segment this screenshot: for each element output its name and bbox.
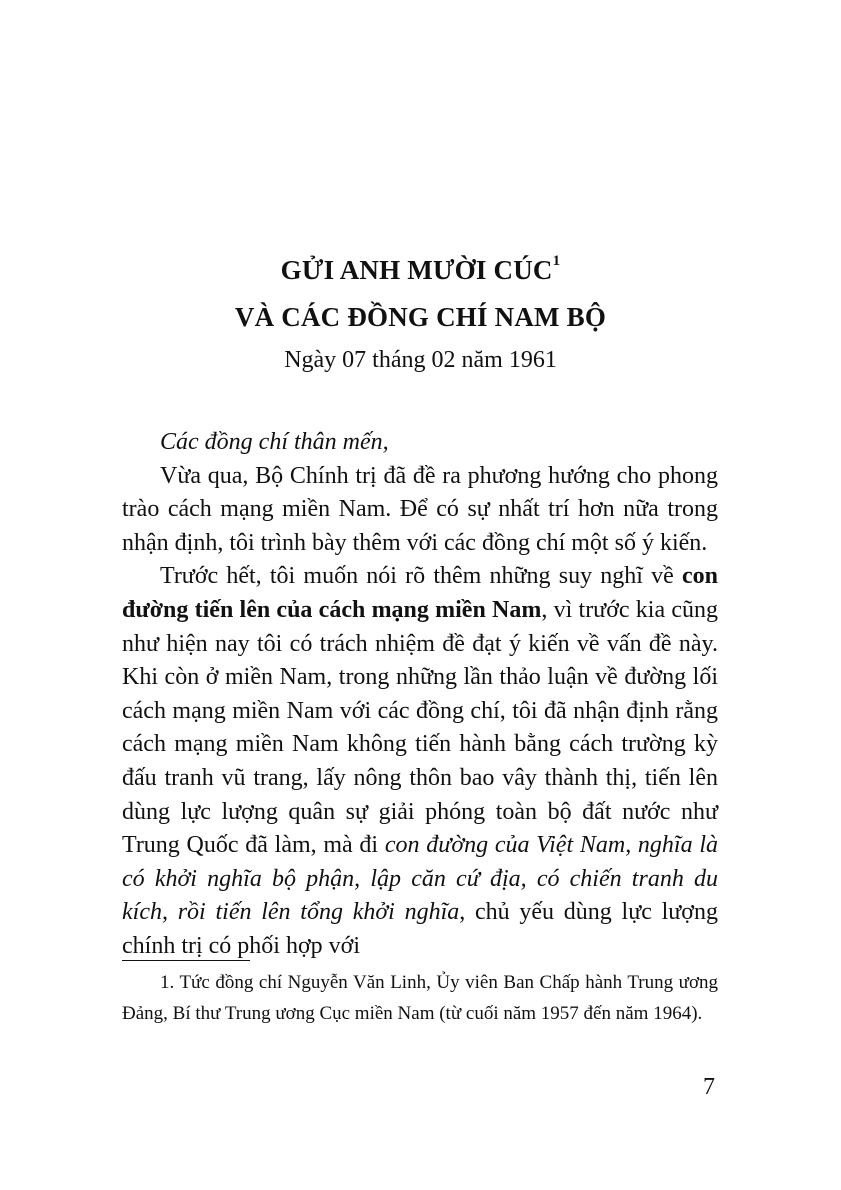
- footnote: 1. Tức đồng chí Nguyễn Văn Linh, Ủy viên Ban Chấp hành Trung ương Đảng, Bí thư Trung ương Cục miền Nam (từ cuối năm 1957 đến năm 1964).: [122, 972, 718, 1024]
- paragraph-2: [122, 560, 718, 963]
- paragraph-2-text-c: , chủ yếu dùng lực lượng chính trị có phối hợp với: [122, 899, 718, 959]
- letter-date: Ngày 07 tháng 02 năm 1961: [284, 347, 557, 373]
- paragraph-1: Vừa qua, Bộ Chính trị đã đề ra phương hướng cho phong trào cách mạng miền Nam. Để có sự nhất trí hơn nữa trong nhận định, tôi trình bày thêm với các đồng chí một số ý kiến.: [122, 462, 718, 556]
- letter-body: [122, 426, 718, 964]
- salutation: Các đồng chí thân mến,: [160, 429, 389, 455]
- footnote-reference: 1: [552, 253, 561, 269]
- paragraph-2-bold-phrase: con đường tiến lên của cách mạng miền Nam: [122, 563, 718, 623]
- footnote-divider: [122, 960, 250, 961]
- paragraph-2-italic-phrase: con đường của Việt Nam, nghĩa là có khởi nghĩa bộ phận, lập căn cứ địa, có chiến tranh du kích, rồi tiến lên tổng khởi nghĩa: [122, 832, 719, 926]
- heading-line-2: VÀ CÁC ĐỒNG CHÍ NAM BỘ: [234, 302, 607, 332]
- heading-line-1: [0, 255, 841, 286]
- heading-line-1-text: GỬI ANH MƯỜI CÚC: [280, 255, 553, 285]
- paragraph-2-text-a: Trước hết, tôi muốn nói rõ thêm những suy nghĩ về: [160, 563, 682, 590]
- paragraph-2-text-b: , vì trước kia cũng như hiện nay tôi có trách nhiệm đề đạt ý kiến về vấn đề này. Khi còn ở miền Nam, trong những lần thảo luận về đường lối cách mạng miền Nam với các đồng chí, tôi đã nhận định rằng cách mạng miền Nam không tiến hành bằng cách trường kỳ đấu tranh vũ trang, lấy nông thôn bao vây thành thị, tiến lên dùng lực lượng quân sự giải phóng toàn bộ đất nước như Trung Quốc đã làm, mà đi: [122, 596, 718, 859]
- page-number: 7: [703, 1074, 715, 1100]
